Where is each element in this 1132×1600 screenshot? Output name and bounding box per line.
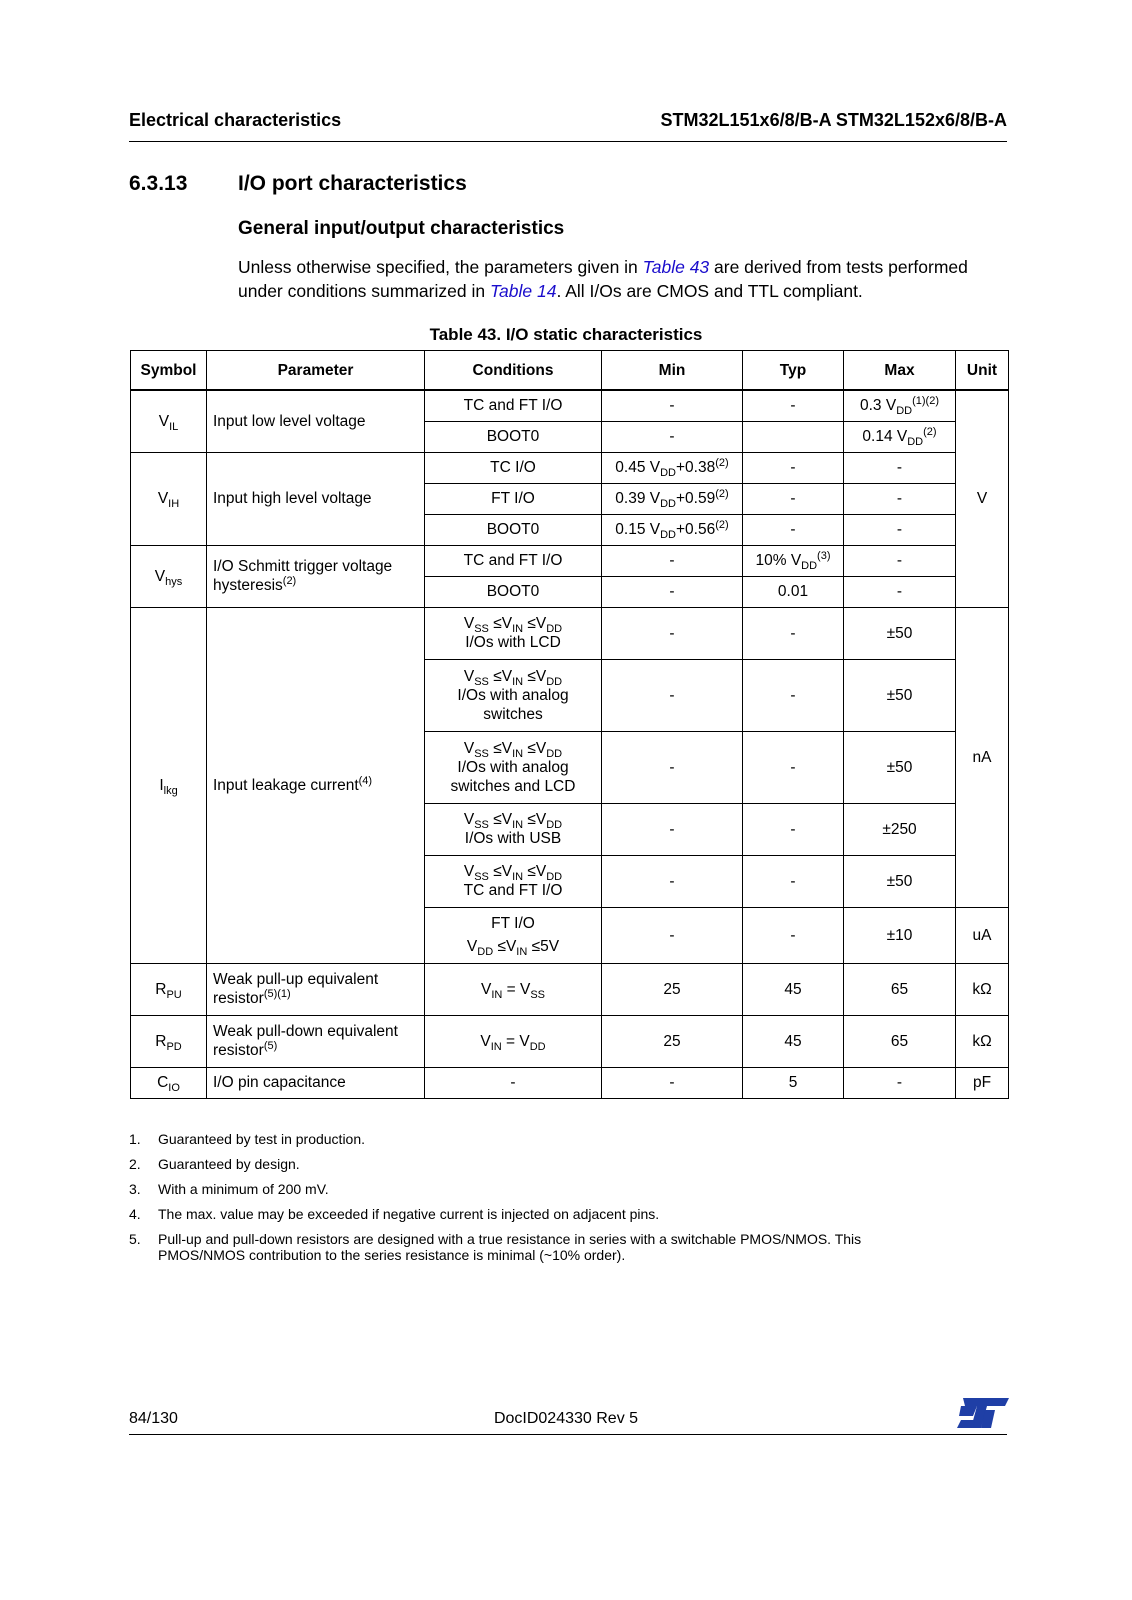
param-rpu: Weak pull-up equivalent resistor$^{(5)(1)}$ xyxy=(207,963,425,1015)
header-typ: Typ xyxy=(743,351,844,391)
intro-paragraph: Unless otherwise specified, the parameters given in Table 43 are derived from tests performed under conditions summarized in Table 14. All I/Os are CMOS and TTL compliant. xyxy=(238,257,968,301)
table-caption: Table 43. I/O static characteristics xyxy=(429,325,703,344)
param-rpd: Weak pull-down equivalent resistor$^{(5)}$ xyxy=(207,1015,425,1067)
header-conditions: Conditions xyxy=(425,351,602,391)
max-cell: ±250 xyxy=(844,803,956,855)
typ-cell: 45 xyxy=(743,963,844,1015)
typ-cell: - xyxy=(743,803,844,855)
header-unit: Unit xyxy=(956,351,1009,391)
header-parameter: Parameter xyxy=(207,351,425,391)
param-cio: I/O pin capacitance xyxy=(207,1067,425,1098)
footnote-item: 2. Guaranteed by design. xyxy=(129,1156,300,1172)
max-cell: 65 xyxy=(844,1015,956,1067)
min-cell: 25 xyxy=(602,1015,743,1067)
param-vih: Input high level voltage xyxy=(207,452,425,545)
min-cell: - xyxy=(602,803,743,855)
cond-cell: FT I/O $V_{DD} \le V_{IN} \le 5V$ xyxy=(425,907,602,963)
param-vil: Input low level voltage xyxy=(207,390,425,452)
min-cell: - xyxy=(602,855,743,907)
max-cell: ±50 xyxy=(844,607,956,659)
min-cell: - xyxy=(602,907,743,963)
max-cell: 65 xyxy=(844,963,956,1015)
cond-cell: $V_{SS} \le V_{IN} \le V_{DD}$ I/Os with analog switches and LCD xyxy=(425,731,602,803)
unit-cell-v: V xyxy=(956,390,1009,607)
min-cell: 0.45 $V_{DD}+0.38^{(2)}$ xyxy=(602,452,743,483)
unit-cell: uA xyxy=(956,907,1009,963)
st-logo-icon xyxy=(955,1396,1011,1430)
min-cell: - xyxy=(602,390,743,421)
min-cell: - xyxy=(602,1067,743,1098)
unit-cell: kΩ xyxy=(956,963,1009,1015)
cond-cell: $V_{SS} \le V_{IN} \le V_{DD}$ TC and FT I/O xyxy=(425,855,602,907)
cond-cell: $V_{SS} \le V_{IN} \le V_{DD}$ I/Os with USB xyxy=(425,803,602,855)
max-cell: - xyxy=(844,576,956,607)
cond-cell: $V_{SS} \le V_{IN} \le V_{DD}$ I/Os with analog switches xyxy=(425,659,602,731)
unit-cell: kΩ xyxy=(956,1015,1009,1067)
header-symbol: Symbol xyxy=(131,351,207,391)
table-header-row xyxy=(131,351,1009,391)
symbol-vil: $V_{IL}$ xyxy=(131,390,207,452)
typ-cell: 45 xyxy=(743,1015,844,1067)
typ-cell: - xyxy=(743,607,844,659)
min-cell: - xyxy=(602,545,743,576)
cond-cell: $V_{SS} \le V_{IN} \le V_{DD}$ I/Os with LCD xyxy=(425,607,602,659)
table-row xyxy=(131,390,1009,421)
footnote-item: 1. Guaranteed by test in production. xyxy=(129,1131,366,1147)
symbol-cio: $C_{IO}$ xyxy=(131,1067,207,1098)
cond-cell: FT I/O xyxy=(425,483,602,514)
symbol-vih: $V_{IH}$ xyxy=(131,452,207,545)
min-cell: 0.39 $V_{DD}+0.59^{(2)}$ xyxy=(602,483,743,514)
max-cell: - xyxy=(844,1067,956,1098)
typ-cell: 0.01 xyxy=(743,576,844,607)
section-number: 6.3.13 xyxy=(129,172,188,195)
header-min: Min xyxy=(602,351,743,391)
max-cell: ±50 xyxy=(844,731,956,803)
header-rule xyxy=(129,141,1007,142)
unit-cell: pF xyxy=(956,1067,1009,1098)
cond-cell: TC and FT I/O xyxy=(425,545,602,576)
typ-cell xyxy=(743,421,844,452)
max-cell: - xyxy=(844,452,956,483)
table-43-link[interactable]: Table 43 xyxy=(642,257,710,277)
typ-cell: - xyxy=(743,659,844,731)
min-cell: 0.15 $V_{DD}+0.56^{(2)}$ xyxy=(602,514,743,545)
cond-cell: - xyxy=(425,1067,602,1098)
cond-cell: BOOT0 xyxy=(425,421,602,452)
symbol-ilkg: $I_{lkg}$ xyxy=(131,607,207,963)
max-cell: ±50 xyxy=(844,855,956,907)
cond-cell: $V_{IN} = V_{DD}$ xyxy=(425,1015,602,1067)
typ-cell: - xyxy=(743,514,844,545)
symbol-rpu: $R_{PU}$ xyxy=(131,963,207,1015)
footnote-item: 3. With a minimum of 200 mV. xyxy=(129,1181,329,1197)
max-cell: - xyxy=(844,483,956,514)
symbol-rpd: $R_{PD}$ xyxy=(131,1015,207,1067)
cond-cell: TC and FT I/O xyxy=(425,390,602,421)
table-row xyxy=(131,1015,1009,1067)
max-cell: 0.3 $V_{DD}^{(1)(2)}$ xyxy=(844,390,956,421)
table-row xyxy=(131,545,1009,576)
subsection-title: General input/output characteristics xyxy=(238,218,565,239)
table-14-link[interactable]: Table 14 xyxy=(489,280,557,301)
max-cell: - xyxy=(844,514,956,545)
io-static-characteristics-table xyxy=(130,350,1009,1099)
min-cell: - xyxy=(602,576,743,607)
table-row xyxy=(131,607,1009,659)
typ-cell: 5 xyxy=(743,1067,844,1098)
symbol-vhys: $V_{hys}$ xyxy=(131,545,207,607)
typ-cell: - xyxy=(743,483,844,514)
footer-rule xyxy=(129,1434,1007,1435)
header-max: Max xyxy=(844,351,956,391)
document-id: DocID024330 Rev 5 xyxy=(493,1410,639,1427)
cond-cell: TC I/O xyxy=(425,452,602,483)
typ-cell: - xyxy=(743,452,844,483)
max-cell: - xyxy=(844,545,956,576)
typ-cell: 10% $V_{DD}^{(3)}$ xyxy=(743,545,844,576)
cond-cell: $V_{IN} = V_{SS}$ xyxy=(425,963,602,1015)
table-row xyxy=(131,1067,1009,1098)
max-cell: ±50 xyxy=(844,659,956,731)
header-part-numbers: STM32L151x6/8/B-A STM32L152x6/8/B-A xyxy=(660,110,1007,130)
table-row xyxy=(131,963,1009,1015)
typ-cell: - xyxy=(743,390,844,421)
min-cell: - xyxy=(602,659,743,731)
typ-cell: - xyxy=(743,907,844,963)
min-cell: 25 xyxy=(602,963,743,1015)
section-title: I/O port characteristics xyxy=(238,172,467,195)
page-number: 84/130 xyxy=(129,1410,178,1427)
max-cell: 0.14 $V_{DD}^{(2)}$ xyxy=(844,421,956,452)
unit-cell-na: nA xyxy=(956,607,1009,907)
min-cell: - xyxy=(602,421,743,452)
min-cell: - xyxy=(602,607,743,659)
footnote-item: 5. Pull-up and pull-down resistors are designed with a true resistance in series with a switchable PMOS/NMOS. This PMOS/NMOS contribution to the series resistance is minimal (~10% order). xyxy=(129,1231,862,1263)
max-cell: ±10 xyxy=(844,907,956,963)
param-ilkg: Input leakage current$^{(4)}$ xyxy=(207,607,425,963)
typ-cell: - xyxy=(743,855,844,907)
param-vhys: I/O Schmitt trigger voltage hysteresis$^{(2)}$ xyxy=(207,545,425,607)
footnotes xyxy=(129,1131,949,1272)
footnote-item: 4. The max. value may be exceeded if negative current is injected on adjacent pins. xyxy=(129,1206,660,1222)
cond-cell: BOOT0 xyxy=(425,576,602,607)
table-row xyxy=(131,452,1009,483)
header-section-title: Electrical characteristics xyxy=(129,110,342,130)
typ-cell: - xyxy=(743,731,844,803)
min-cell: - xyxy=(602,731,743,803)
cond-cell: BOOT0 xyxy=(425,514,602,545)
